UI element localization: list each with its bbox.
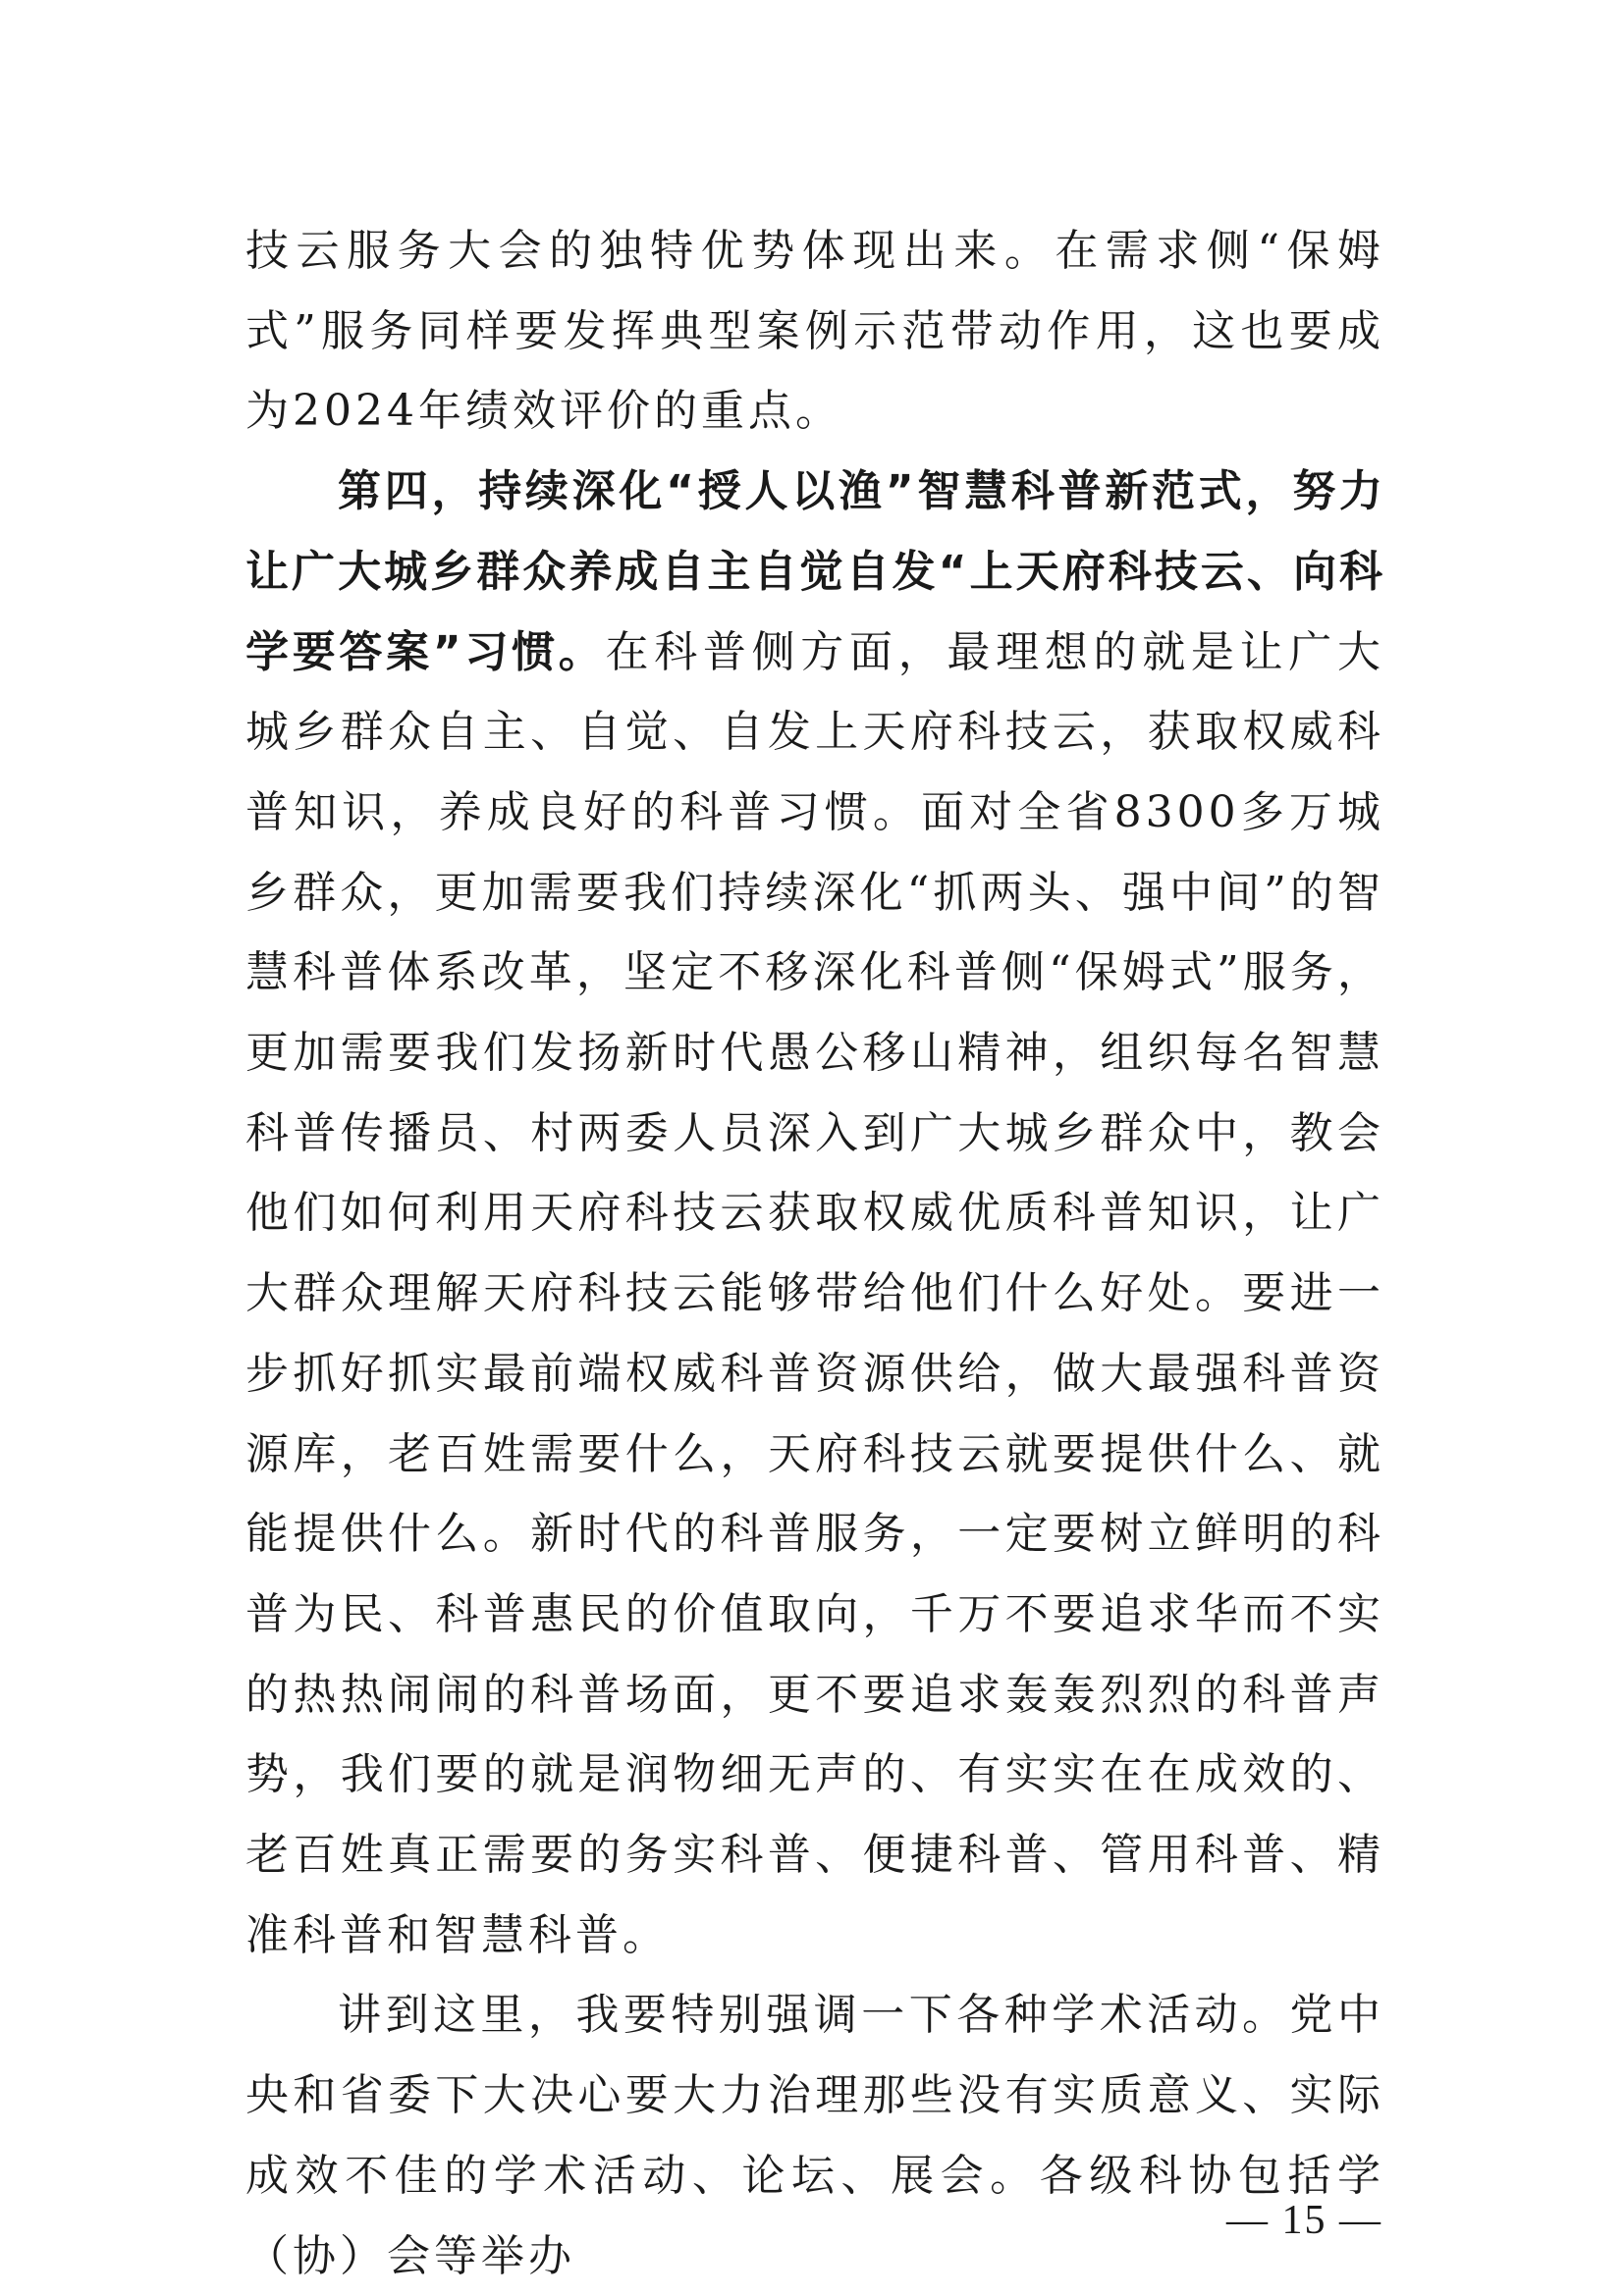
paragraph-text: 在科普侧方面，最理想的就是让广大城乡群众自主、自觉、自发上天府科技云，获取权威科普知识，养成良好的科普习惯。面对全省8300多万城乡群众，更加需要我们持续深化“抓两头、强中间”的智慧科普体系改革，坚定不移深化科普侧“保姆式”服务，更加需要我们发扬新时代愚公移山精神，组织每名智慧科普传播员、村两委人员深入到广大城乡群众中，教会他们如何利用天府科技云获取权威优质科普知识，让广大群众理解天府科技云能够带给他们什么好处。要进一步抓好抓实最前端权威科普资源供给，做大最强科普资源库，老百姓需要什么，天府科技云就要提供什么、就能提供什么。新时代的科普服务，一定要树立鲜明的科普为民、科普惠民的价值取向，千万不要追求华而不实的热热闹闹的科普场面，更不要追求轰轰烈烈的科普声势，我们要的就是润物细无声的、有实实在在成效的、老百姓真正需要的务实科普、便捷科普、管用科普、精准科普和智慧科普。 <box>245 626 1384 1960</box>
paragraph-text: 讲到这里，我要特别强调一下各种学术活动。党中央和省委下大决心要大力治理那些没有实质意义、实际成效不佳的学术活动、论坛、展会。各级科协包括学（协）会等举办 <box>245 1990 1384 2281</box>
paragraph-text: 技云服务大会的独特优势体现出来。在需求侧“保姆式”服务同样要发挥典型案例示范带动作用，这也要成为2024年绩效评价的重点。 <box>245 226 1384 437</box>
page-number: — 15 — <box>1226 2198 1382 2243</box>
paragraph-fourth-point <box>245 452 1384 1975</box>
paragraph-heading: 第四，持续深化“授人以渔”智慧科普新范式，努力让广大城乡群众养成自主自觉自发“上天府科技云、向科学要答案”习惯。 <box>245 466 1384 677</box>
paragraph-continuation <box>245 211 1384 452</box>
paragraph-academic-activities <box>245 1975 1384 2296</box>
body-text <box>245 211 1384 2296</box>
